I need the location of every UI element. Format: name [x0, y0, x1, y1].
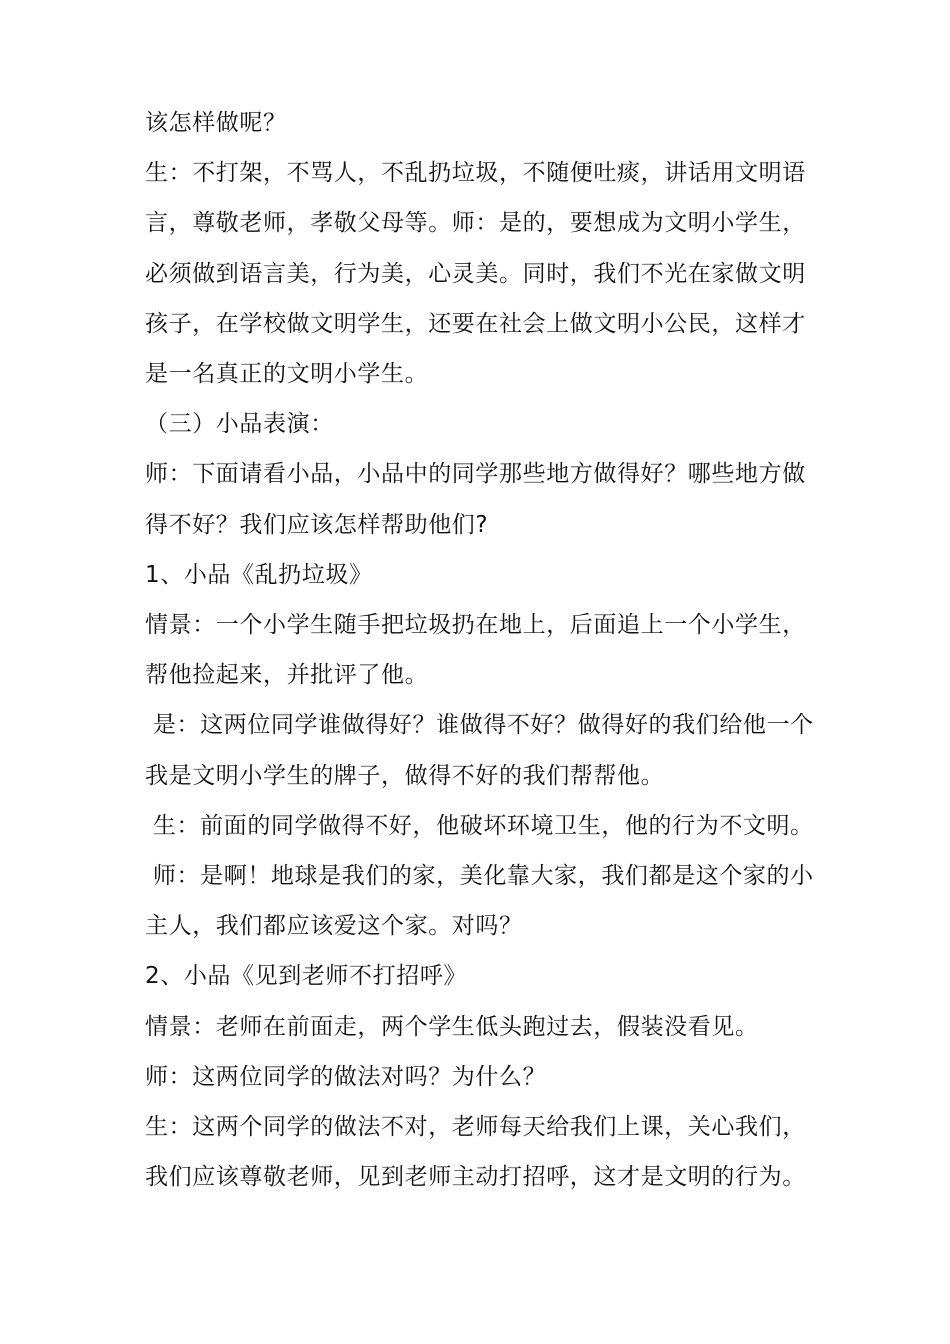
skit-1-question: 是：这两位同学谁做得好？谁做得不好？做得好的我们给他一个我是文明小学生的牌子，做得不好的我们帮帮他。 — [145, 712, 814, 789]
skit-1-teacher-summary: 师：是啊！地球是我们的家，美化靠大家，我们都是这个家的小主人，我们都应该爱这个家。对吗？ — [145, 863, 814, 940]
skit-2-scene: 情景：老师在前面走，两个学生低头跑过去，假装没看见。 — [145, 1013, 759, 1040]
skit-2-question: 师：这两位同学的做法对吗？为什么？ — [145, 1063, 547, 1090]
skit-1-scene: 情景：一个小学生随手把垃圾扔在地上，后面追上一个小学生，帮他捡起来，并批评了他。 — [145, 612, 806, 689]
skit-2-title: 2、小品《见到老师不打招呼》 — [145, 963, 468, 990]
paragraph-question-end: 该怎样做呢？ — [145, 110, 287, 136]
paragraph-student-answer: 生：不打架，不骂人，不乱扔垃圾，不随便吐痰，讲话用文明语言，尊敬老师，孝敬父母等。师：是的，要想成为文明小学生，必须做到语言美，行为美，心灵美。同时，我们不光在家做文明孩子，在学校做文明学生，还要在社会上做文明小公民，这样才是一名真正的文明小学生。 — [145, 160, 806, 388]
section-heading-skit: （三）小品表演： — [145, 411, 334, 438]
document-body — [145, 98, 825, 1202]
paragraph-teacher-prompt: 师：下面请看小品，小品中的同学那些地方做得好？哪些地方做得不好？我们应该怎样帮助他们? — [145, 461, 806, 538]
skit-2-student-answer: 生：这两个同学的做法不对，老师每天给我们上课，关心我们，我们应该尊敬老师，见到老师主动打招呼，这才是文明的行为。 — [145, 1114, 806, 1191]
skit-1-title: 1、小品《乱扔垃圾》 — [145, 561, 373, 588]
skit-1-student-answer: 生：前面的同学做得不好，他破坏环境卫生，他的行为不文明。 — [145, 812, 814, 839]
